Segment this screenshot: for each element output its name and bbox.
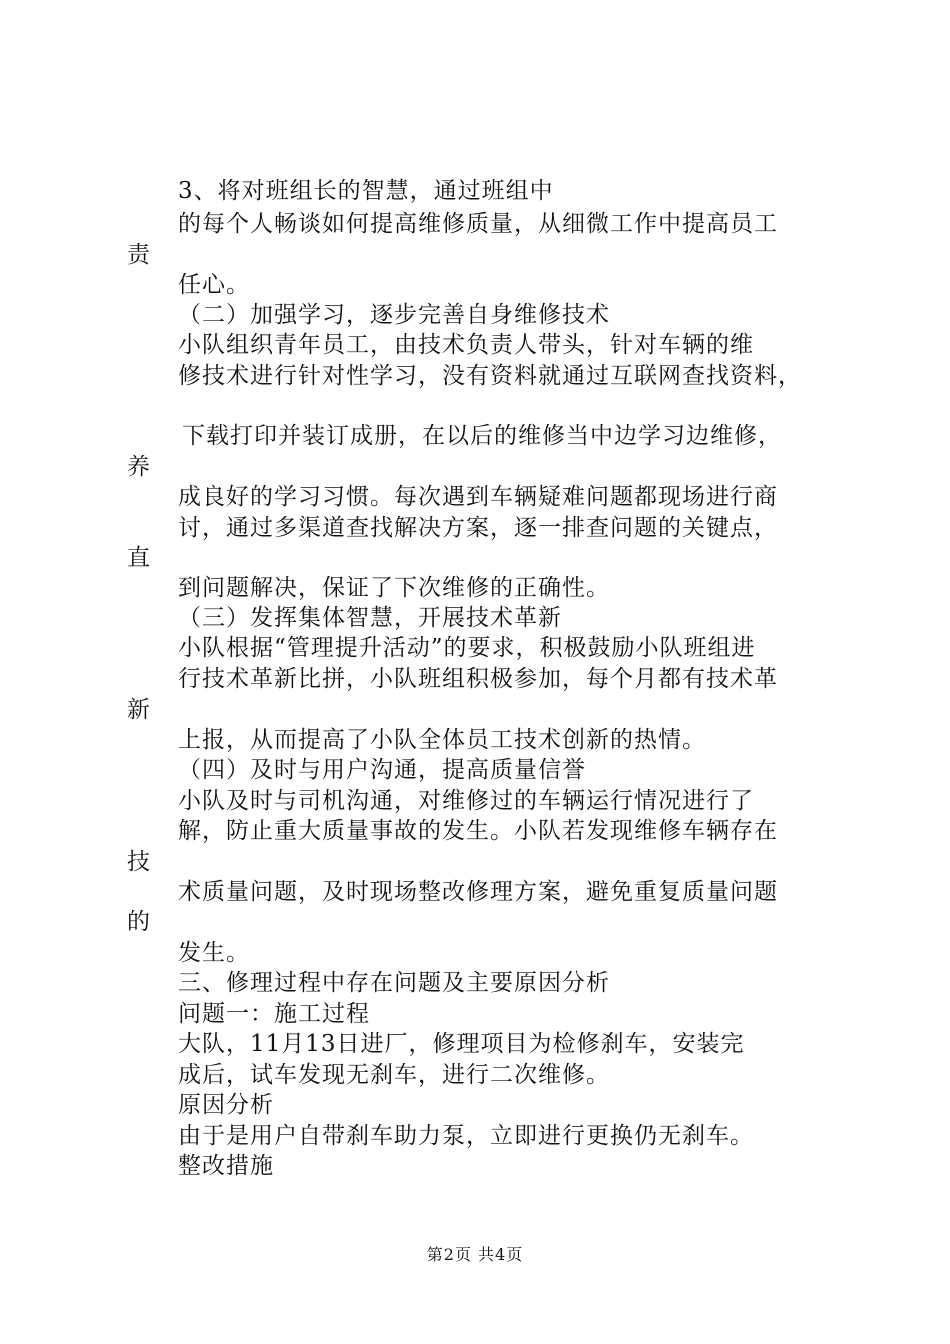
text-line: 小队组织青年员工，由技术负责人带头，针对车辆的维 bbox=[178, 332, 754, 358]
text-line: 直 bbox=[127, 545, 151, 571]
text-line: 的 bbox=[127, 909, 151, 935]
section-heading: （三）发挥集体智慧，开展技术革新 bbox=[178, 605, 562, 631]
text-line: 大队，11月13日进厂，修理项目为检修刹车，安装完 bbox=[178, 1031, 745, 1057]
text-line: 成良好的学习习惯。每次遇到车辆疑难问题都现场进行商 bbox=[178, 484, 778, 510]
text-line: 3、将对班组长的智慧，通过班组中 bbox=[178, 178, 554, 204]
text-line: 技 bbox=[127, 849, 151, 875]
text-line: 上报，从而提高了小队全体员工技术创新的热情。 bbox=[178, 727, 706, 753]
text-line: 新 bbox=[127, 697, 151, 723]
text-line: 成后，试车发现无刹车，进行二次维修。 bbox=[178, 1062, 610, 1088]
text-line: 问题一：施工过程 bbox=[178, 1001, 370, 1027]
section-heading: （二）加强学习，逐步完善自身维修技术 bbox=[178, 302, 610, 328]
text-line: 整改措施 bbox=[178, 1153, 274, 1179]
text-line: 到问题解决，保证了下次维修的正确性。 bbox=[178, 575, 610, 601]
text-line: 养 bbox=[127, 454, 151, 480]
text-line: 解，防止重大质量事故的发生。小队若发现维修车辆存在 bbox=[178, 818, 778, 844]
text-line: 原因分析 bbox=[178, 1092, 274, 1118]
text-line: 任心。 bbox=[178, 272, 250, 298]
text-line: 小队根据“管理提升活动”的要求，积极鼓励小队班组进 bbox=[178, 635, 756, 661]
text-line: 行技术革新比拼，小队班组积极参加，每个月都有技术革 bbox=[178, 666, 778, 692]
text-line: 下载打印并装订成册，在以后的维修当中边学习边维修， bbox=[182, 423, 782, 449]
page-footer: 第2页 共4页 bbox=[426, 1245, 524, 1264]
text-line: 责 bbox=[127, 242, 151, 268]
text-line: 术质量问题，及时现场整改修理方案，避免重复质量问题 bbox=[178, 879, 778, 905]
text-line: 讨，通过多渠道查找解决方案，逐一排查问题的关键点， bbox=[178, 515, 778, 541]
text-line: 修技术进行针对性学习，没有资料就通过互联网查找资料， bbox=[178, 363, 802, 389]
section-heading: 三、修理过程中存在问题及主要原因分析 bbox=[178, 970, 610, 996]
text-line: 小队及时与司机沟通，对维修过的车辆运行情况进行了 bbox=[178, 788, 754, 814]
text-line: 的每个人畅谈如何提高维修质量，从细微工作中提高员工 bbox=[178, 211, 778, 237]
section-heading: （四）及时与用户沟通，提高质量信誉 bbox=[178, 757, 586, 783]
text-line: 由于是用户自带刹车助力泵，立即进行更换仍无刹车。 bbox=[178, 1123, 754, 1149]
text-line: 发生。 bbox=[178, 940, 250, 966]
